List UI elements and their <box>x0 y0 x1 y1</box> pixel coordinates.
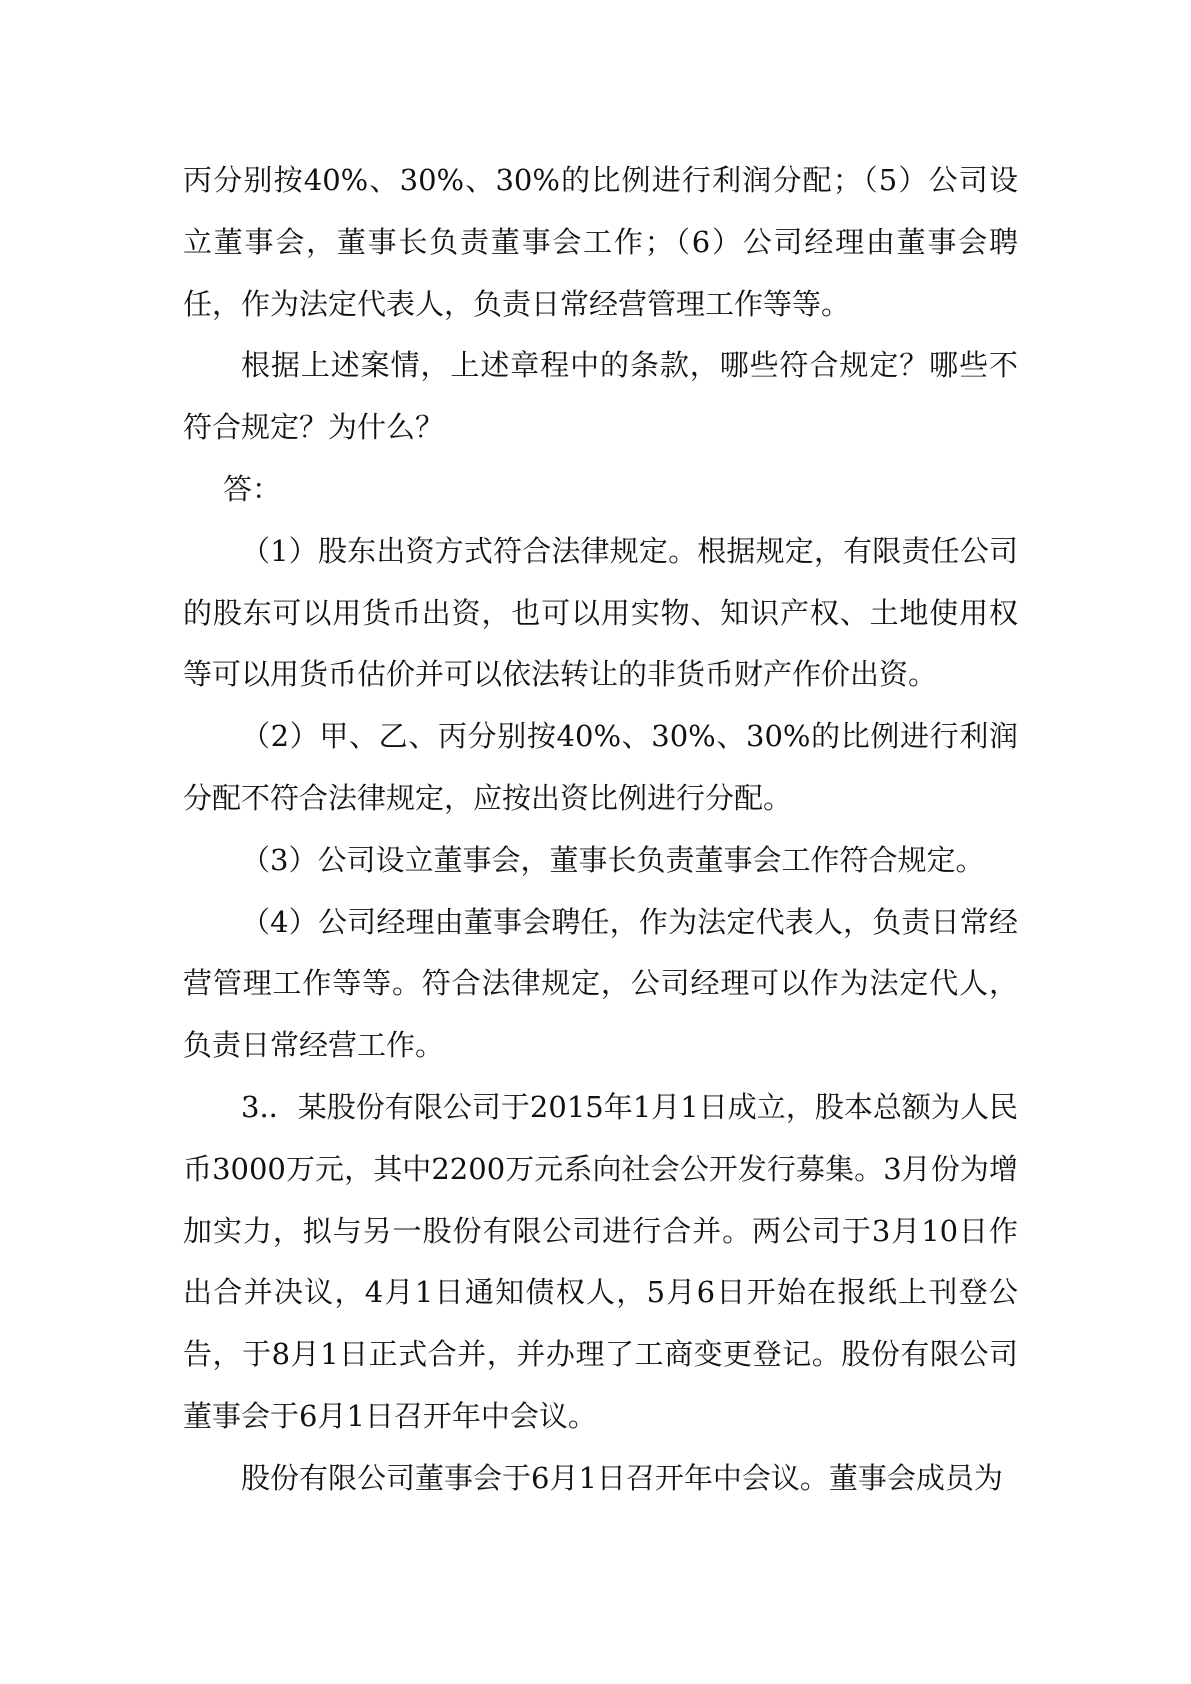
paragraph-case-3-continued: 股份有限公司董事会于6月1日召开年中会议。董事会成员为 <box>241 1460 1003 1495</box>
paragraph-answer-label: 答： <box>223 471 282 506</box>
paragraph-case-3: 3.．某股份有限公司于2015年1月1日成立，股本总额为人民币3000万元，其中2200万元系向社会公开发行募集。3月份为增加实力，拟与另一股份有限公司进行合并。两公司于3月10日作出合并决议，4月1日通知债权人，5月6日开始在报纸上刊登公告，于8月1日正式合并，并办理了工商变更登记。股份有限公司董事会于6月1日召开年中会议。 <box>183 1089 1018 1433</box>
paragraph-continuation: 丙分别按40%、30%、30%的比例进行利润分配；（5）公司设立董事会，董事长负责董事会工作；（6）公司经理由董事会聘任，作为法定代表人，负责日常经营管理工作等等。 <box>183 163 1018 321</box>
document-body <box>183 150 1018 1510</box>
paragraph-answer-1: （1）股东出资方式符合法律规定。根据规定，有限责任公司的股东可以用货币出资，也可以用实物、知识产权、土地使用权等可以用货币估价并可以依法转让的非货币财产作价出资。 <box>183 533 1018 692</box>
paragraph-question: 根据上述案情，上述章程中的条款，哪些符合规定？哪些不符合规定？为什么？ <box>183 348 1018 445</box>
paragraph-answer-4: （4）公司经理由董事会聘任，作为法定代表人，负责日常经营管理工作等等。符合法律规定，公司经理可以作为法定代人，负责日常经营工作。 <box>183 904 1018 1063</box>
paragraph-answer-3: （3）公司设立董事会，董事长负责董事会工作符合规定。 <box>241 842 985 877</box>
paragraph-answer-2: （2）甲、乙、丙分别按40%、30%、30%的比例进行利润分配不符合法律规定，应按出资比例进行分配。 <box>183 719 1018 815</box>
